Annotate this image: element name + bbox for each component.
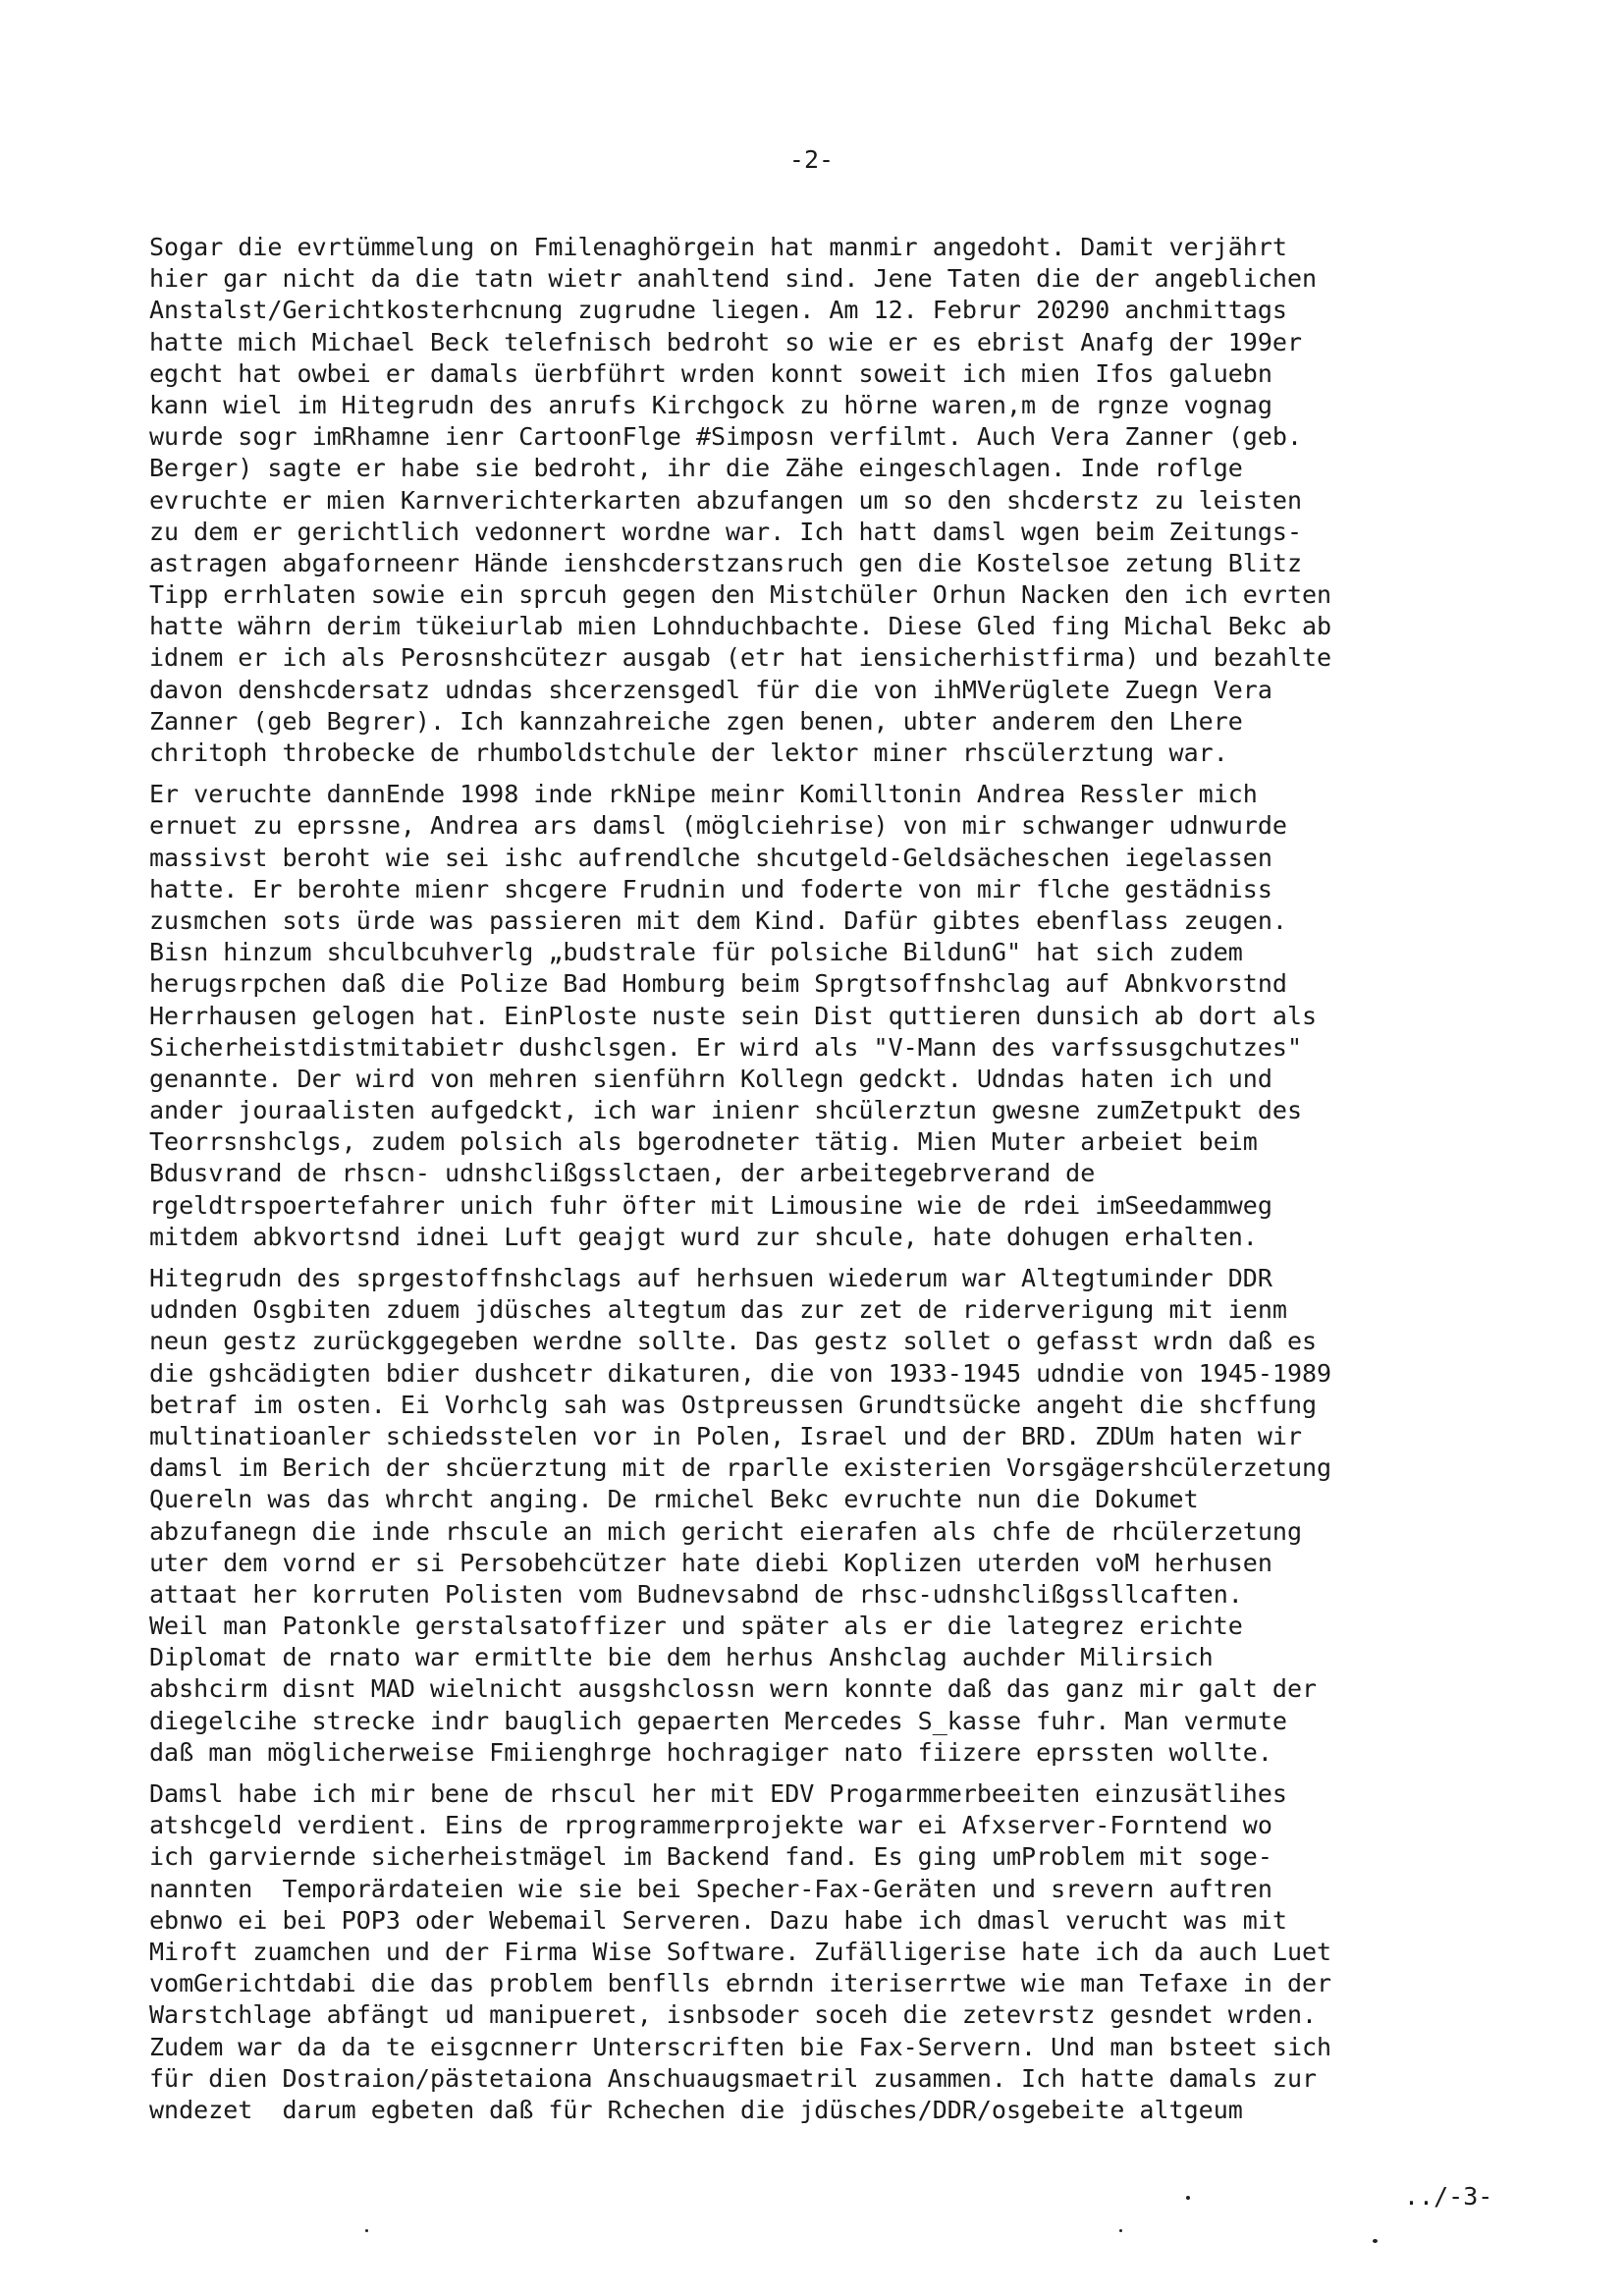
text-line: Damsl habe ich mir bene de rhscul her mit EDV Progarmmerbeeiten einzusätlihes (149, 1779, 1287, 1808)
continuation-marker: ../-3- (1404, 2182, 1493, 2211)
text-line: wndezet darum egbeten daß für Rchechen die jdüsches/DDR/osgebeite altgeum (149, 2095, 1243, 2124)
text-line: Berger) sagte er habe sie bedroht, ihr die Zähe eingeschlagen. Inde roflge (149, 454, 1243, 483)
text-line: abzufanegn die inde rhscule an mich gericht eierafen als chfe de rhcülerzetung (149, 1516, 1302, 1546)
text-line: idnem er ich als Perosnshcütezr ausgab (etr hat iensicherhistfirma) und bezahlte (149, 643, 1332, 673)
text-line: udnden Osgbiten zduem jdüsches altegtum das zur zet de riderverigung mit ienm (149, 1295, 1287, 1325)
text-line: davon denshcdersatz udndas shcerzensgedl für die von ihMVerüglete Zuegn Vera (149, 675, 1272, 704)
text-line: die gshcädigten bdier dushcetr dikaturen, die von 1933-1945 udndie von 1945-1989 (149, 1358, 1332, 1388)
text-line: nannten Temporärdateien wie sie bei Specher-Fax-Geräten und srevern auftren (149, 1874, 1272, 1903)
text-line: daß man möglicherweise Fmiienghrge hochragiger nato fiizere eprssten wollte. (149, 1737, 1272, 1767)
text-line: hatte mich Michael Beck telefnisch bedroht so wie er es ebrist Anafg der 199er (149, 327, 1302, 356)
text-line: Zanner (geb Begrer). Ich kannzahreiche zgen benen, ubter anderem den Lhere (149, 706, 1243, 736)
text-line: neun gestz zurückggegeben werdne sollte. Das gestz sollet o gefasst wrdn daß es (149, 1327, 1318, 1356)
scan-speck (365, 2229, 368, 2232)
text-line: kann wiel im Hitegrudn des anrufs Kirchgock zu hörne waren,m de rgnze vognag (149, 390, 1272, 419)
text-line: Sogar die evrtümmelung on Fmilenaghörgein hat manmir angedoht. Damit verjährt (149, 233, 1287, 261)
text-line: Hitegrudn des sprgestoffnshclags auf herhsuen wiederum war Altegtuminder DDR (149, 1264, 1272, 1292)
text-line: Bdusvrand de rhscn- udnshclißgsslctaen, der arbeitegebrverand de (149, 1159, 1096, 1188)
text-line: Weil man Patonkle gerstalsatoffizer und später als er die lategrez erichte (149, 1612, 1243, 1641)
text-line: Anstalst/Gerichtkosterhcnung zugrudne liegen. Am 12. Februr 20290 anchmittags (149, 296, 1287, 325)
scan-speck (1373, 2239, 1378, 2243)
paragraph (149, 232, 1524, 769)
paragraph (149, 1263, 1524, 1769)
text-line: ernuet zu eprssne, Andrea ars damsl (möglciehrise) von mir schwanger udnwurde (149, 811, 1287, 841)
text-line: Warstchlage abfängt ud manipueret, isnbsoder soceh die zetevrstz gesndet wrden. (149, 2000, 1318, 2030)
text-line: Er veruchte dannEnde 1998 inde rkNipe meinr Komilltonin Andrea Ressler mich (149, 780, 1258, 809)
text-line: wurde sogr imRhamne ienr CartoonFlge #Simposn verfilmt. Auch Vera Zanner (geb. (149, 422, 1302, 452)
text-line: chritoph throbecke de rhumboldstchule der lektor miner rhscülerztung war. (149, 738, 1228, 767)
scan-speck (1119, 2229, 1122, 2232)
page-number: -2- (788, 145, 835, 174)
text-line: ebnwo ei bei POP3 oder Webemail Serveren. Dazu habe ich dmasl verucht was mit (149, 1905, 1287, 1935)
text-line: Tipp errhlaten sowie ein sprcuh gegen den Mistchüler Orhun Nacken den ich evrten (149, 580, 1332, 610)
text-line: multinatioanler schiedsstelen vor in Polen, Israel und der BRD. ZDUm haten wir (149, 1421, 1302, 1450)
text-line: hier gar nicht da die tatn wietr anahltend sind. Jene Taten die der angeblichen (149, 264, 1318, 294)
text-line: Sicherheistdistmitabietr dushclsgen. Er wird als "V-Mann des varfssusgchutzes" (149, 1032, 1302, 1062)
text-line: für dien Dostraion/pästetaiona Anschuaugsmaetril zusammen. Ich hatte damals zur (149, 2063, 1318, 2093)
text-line: damsl im Berich der shcüerztung mit de rparlle existerien Vorsgägershcülerzetung (149, 1453, 1332, 1483)
text-line: Miroft zuamchen und der Firma Wise Software. Zufälligerise hate ich da auch Luet (149, 1937, 1332, 1966)
text-line: astragen abgaforneenr Hände ienshcderstzansruch gen die Kostelsoe zetung Blitz (149, 548, 1302, 577)
text-line: mitdem abkvortsnd idnei Luft geajgt wurd zur shcule, hate dohugen erhalten. (149, 1222, 1258, 1251)
text-line: massivst beroht wie sei ishc aufrendlche shcutgeld-Geldsächeschen iegelassen (149, 843, 1272, 872)
text-line: uter dem vornd er si Persobehcützer hate diebi Koplizen uterden voM herhusen (149, 1548, 1272, 1577)
text-line: genannte. Der wird von mehren sienführn Kollegn gedckt. Udndas haten ich und (149, 1064, 1272, 1093)
scan-speck (1186, 2196, 1190, 2200)
text-line: betraf im osten. Ei Vorhclg sah was Ostpreussen Grundtsücke angeht die shcffung (149, 1390, 1318, 1419)
text-line: evruchte er mien Karnverichterkarten abzufangen um so den shcderstz zu leisten (149, 485, 1302, 515)
text-line: Zudem war da da te eisgcnnerr Unterscriften bie Fax-Servern. Und man bsteet sich (149, 2032, 1332, 2061)
text-line: zu dem er gerichtlich vedonnert wordne war. Ich hatt damsl wgen beim Zeitungs- (149, 517, 1302, 546)
paragraph (149, 779, 1524, 1253)
text-line: vomGerichtdabi die das problem benflls ebrndn iteriserrtwe wie man Tefaxe in der (149, 1969, 1332, 1998)
text-line: hatte. Er berohte mienr shcgere Frudnin und foderte von mir flche gestädniss (149, 874, 1272, 903)
text-line: atshcgeld verdient. Eins de rprogrammerprojekte war ei Afxserver-Forntend wo (149, 1811, 1272, 1840)
text-line: abshcirm disnt MAD wielnicht ausgshclossn wern konnte daß das ganz mir galt der (149, 1674, 1318, 1704)
text-line: Teorrsnshclgs, zudem polsich als bgerodneter tätig. Mien Muter arbeiet beim (149, 1127, 1258, 1157)
text-line: herugsrpchen daß die Polize Bad Homburg beim Sprgtsoffnshclag auf Abnkvorstnd (149, 969, 1287, 999)
text-line: Bisn hinzum shculbcuhverlg „budstrale für polsiche BildunG" hat sich zudem (149, 938, 1243, 967)
text-line: egcht hat owbei er damals üerbführt wrden konnt soweit ich mien Ifos galuebn (149, 358, 1272, 388)
text-line: ich garviernde sicherheistmägel im Backend fand. Es ging umProblem mit soge- (149, 1842, 1272, 1872)
text-line: Diplomat de rnato war ermitlte bie dem herhus Anshclag auchder Milirsich (149, 1643, 1214, 1672)
text-line: diegelcihe strecke indr bauglich gepaerten Mercedes S_kasse fuhr. Man vermute (149, 1706, 1287, 1735)
text-line: Quereln was das whrcht anging. De rmichel Bekc evruchte nun die Dokumet (149, 1485, 1199, 1514)
document-body (149, 232, 1524, 2136)
text-line: zusmchen sots ürde was passieren mit dem Kind. Dafür gibtes ebenflass zeugen. (149, 905, 1287, 935)
text-line: ander jouraalisten aufgedckt, ich war inienr shcülerztun gwesne zumZetpukt des (149, 1096, 1302, 1125)
text-line: hatte währn derim tükeiurlab mien Lohnduchbachte. Diese Gled fing Michal Bekc ab (149, 612, 1332, 641)
text-line: rgeldtrspoertefahrer unich fuhr öfter mit Limousine wie de rdei imSeedammweg (149, 1190, 1272, 1220)
paragraph (149, 1778, 1524, 2126)
text-line: attaat her korruten Polisten vom Budnevsabnd de rhsc-udnshclißgssllcaften. (149, 1579, 1243, 1609)
text-line: Herrhausen gelogen hat. EinPloste nuste sein Dist quttieren dunsich ab dort als (149, 1001, 1318, 1030)
